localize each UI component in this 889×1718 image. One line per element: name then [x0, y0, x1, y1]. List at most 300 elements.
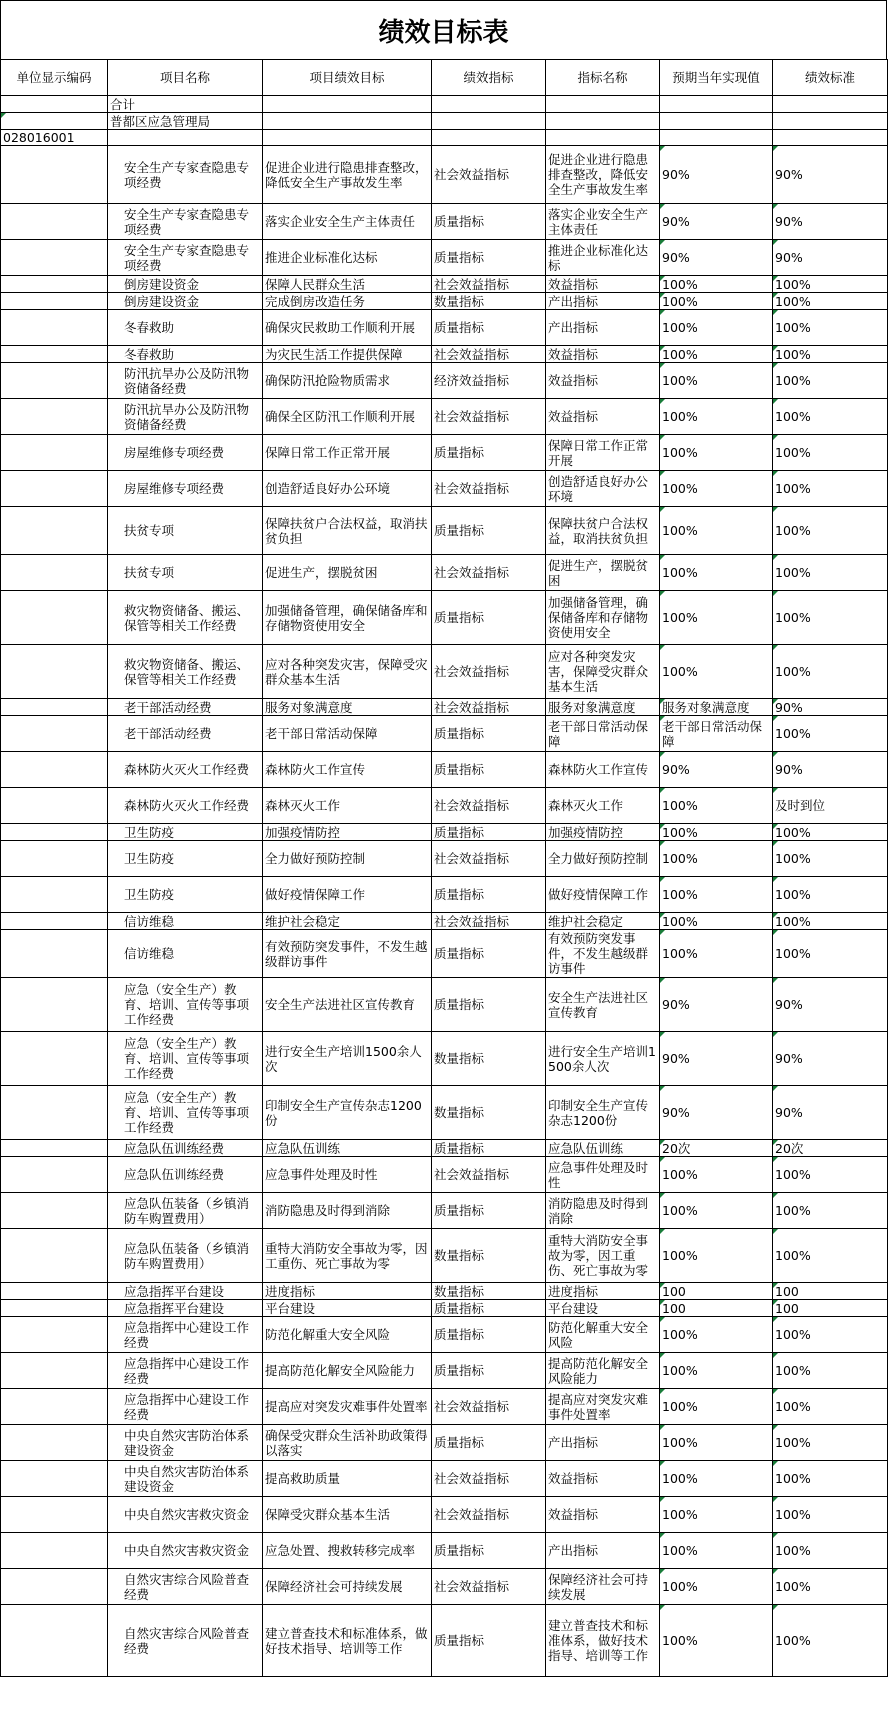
table-row	[1, 1533, 888, 1569]
indicator-type: 数量指标	[432, 1229, 546, 1283]
performance-standard: 90%	[773, 1086, 888, 1140]
table-row	[1, 293, 888, 310]
indicator-type: 社会效益指标	[432, 788, 546, 824]
indicator-type: 社会效益指标	[432, 699, 546, 716]
performance-standard: 90%	[773, 1032, 888, 1086]
indicator-type: 质量指标	[432, 310, 546, 346]
table-row	[1, 363, 888, 399]
project-goal: 提高救助质量	[263, 1461, 432, 1497]
indicator-type: 质量指标	[432, 435, 546, 471]
unit-code-cell	[1, 699, 108, 716]
indicator-type: 社会效益指标	[432, 555, 546, 591]
project-goal: 确保受灾群众生活补助政策得以落实	[263, 1425, 432, 1461]
unit-code-cell	[1, 716, 108, 752]
project-goal: 有效预防突发事件，不发生越级群访事件	[263, 930, 432, 978]
metric-name: 促进企业进行隐患排查整改，降低安全生产事故发生率	[546, 146, 660, 204]
header-row	[1, 60, 888, 96]
project-goal: 森林灭火工作	[263, 788, 432, 824]
unit-code-cell	[1, 346, 108, 363]
metric-name: 服务对象满意度	[546, 699, 660, 716]
metric-name: 安全生产法进社区宣传教育	[546, 978, 660, 1032]
expected-value: 90%	[660, 146, 773, 204]
project-goal: 服务对象满意度	[263, 699, 432, 716]
project-goal: 建立普查技术和标准体系，做好技术指导、培训等工作	[263, 1605, 432, 1677]
metric-name: 重特大消防安全事故为零，因工重伤、死亡事故为零	[546, 1229, 660, 1283]
metric-name: 效益指标	[546, 399, 660, 435]
unit-code-cell	[1, 1389, 108, 1425]
metric-name: 提高防范化解安全风险能力	[546, 1353, 660, 1389]
table-row	[1, 471, 888, 507]
unit-code-cell	[1, 1229, 108, 1283]
project-name: 扶贫专项	[108, 555, 263, 591]
unit-code-cell	[1, 1086, 108, 1140]
unit-code-cell	[1, 204, 108, 240]
metric-name: 效益指标	[546, 1461, 660, 1497]
project-goal: 印制安全生产宣传杂志1200份	[263, 1086, 432, 1140]
unit-code-cell	[1, 240, 108, 276]
expected-value: 100%	[660, 1425, 773, 1461]
expected-value: 100%	[660, 824, 773, 841]
table-row	[1, 1140, 888, 1157]
project-name: 冬春救助	[108, 346, 263, 363]
header-indicator: 绩效指标	[432, 60, 546, 96]
unit-code-cell	[1, 1283, 108, 1300]
table-row	[1, 310, 888, 346]
indicator-type: 质量指标	[432, 1140, 546, 1157]
unit-code-cell	[1, 1317, 108, 1353]
metric-name: 老干部日常活动保障	[546, 716, 660, 752]
unit-code-cell	[1, 435, 108, 471]
project-goal: 应急事件处理及时性	[263, 1157, 432, 1193]
indicator-type: 质量指标	[432, 978, 546, 1032]
performance-standard: 100%	[773, 1229, 888, 1283]
table-row	[1, 1193, 888, 1229]
project-name: 自然灾害综合风险普查经费	[108, 1605, 263, 1677]
performance-standard: 100%	[773, 310, 888, 346]
expected-value: 服务对象满意度	[660, 699, 773, 716]
project-goal: 平台建设	[263, 1300, 432, 1317]
unit-code-cell	[1, 1193, 108, 1229]
project-name: 救灾物资储备、搬运、保管等相关工作经费	[108, 645, 263, 699]
expected-value: 100%	[660, 1317, 773, 1353]
indicator-type: 质量指标	[432, 752, 546, 788]
table-row	[1, 1086, 888, 1140]
unit-code-cell	[1, 1605, 108, 1677]
performance-standard: 100%	[773, 435, 888, 471]
project-goal: 森林防火工作宣传	[263, 752, 432, 788]
unit-code-cell	[1, 1353, 108, 1389]
project-goal: 促进生产，摆脱贫困	[263, 555, 432, 591]
table-row	[1, 1425, 888, 1461]
project-name: 应急指挥平台建设	[108, 1300, 263, 1317]
project-name: 救灾物资储备、搬运、保管等相关工作经费	[108, 591, 263, 645]
indicator-type: 社会效益指标	[432, 1389, 546, 1425]
metric-name: 平台建设	[546, 1300, 660, 1317]
project-goal: 做好疫情保障工作	[263, 877, 432, 913]
expected-value: 100%	[660, 788, 773, 824]
indicator-type: 社会效益指标	[432, 399, 546, 435]
project-goal: 应对各种突发灾害，保障受灾群众基本生活	[263, 645, 432, 699]
project-name: 卫生防疫	[108, 841, 263, 877]
project-name: 自然灾害综合风险普查经费	[108, 1569, 263, 1605]
metric-name: 印制安全生产宣传杂志1200份	[546, 1086, 660, 1140]
indicator-type: 质量指标	[432, 1533, 546, 1569]
performance-standard: 90%	[773, 204, 888, 240]
indicator-type: 社会效益指标	[432, 1497, 546, 1533]
metric-name: 全力做好预防控制	[546, 841, 660, 877]
metric-name: 有效预防突发事件，不发生越级群访事件	[546, 930, 660, 978]
metric-name: 保障日常工作正常开展	[546, 435, 660, 471]
table-row	[1, 699, 888, 716]
table-row	[1, 1389, 888, 1425]
unit-code-cell	[1, 1157, 108, 1193]
project-name: 森林防火灭火工作经费	[108, 788, 263, 824]
expected-value: 100%	[660, 1353, 773, 1389]
expected-value: 100%	[660, 507, 773, 555]
performance-standard: 100%	[773, 276, 888, 293]
unit-code-cell	[1, 877, 108, 913]
project-goal: 全力做好预防控制	[263, 841, 432, 877]
indicator-type: 质量指标	[432, 1193, 546, 1229]
unit-code-cell	[1, 1533, 108, 1569]
table-row	[1, 1317, 888, 1353]
performance-standard: 90%	[773, 699, 888, 716]
project-name: 防汛抗旱办公及防汛物资储备经费	[108, 363, 263, 399]
indicator-type: 质量指标	[432, 930, 546, 978]
project-name: 卫生防疫	[108, 824, 263, 841]
performance-standard: 90%	[773, 146, 888, 204]
unit-code-cell	[1, 276, 108, 293]
indicator-type: 社会效益指标	[432, 841, 546, 877]
project-goal: 提高应对突发灾难事件处置率	[263, 1389, 432, 1425]
unit-code-cell	[1, 146, 108, 204]
unit-code-cell	[1, 471, 108, 507]
project-name: 应急指挥平台建设	[108, 1283, 263, 1300]
table-row	[1, 645, 888, 699]
expected-value: 100%	[660, 346, 773, 363]
performance-standard: 100	[773, 1283, 888, 1300]
project-goal: 确保灾民救助工作顺利开展	[263, 310, 432, 346]
metric-name: 效益指标	[546, 363, 660, 399]
unit-code-cell	[1, 752, 108, 788]
indicator-type: 质量指标	[432, 507, 546, 555]
performance-standard: 100%	[773, 913, 888, 930]
table-row	[1, 1032, 888, 1086]
project-goal: 为灾民生活工作提供保障	[263, 346, 432, 363]
indicator-type: 质量指标	[432, 1317, 546, 1353]
expected-value: 100%	[660, 877, 773, 913]
project-goal: 应急处置、搜救转移完成率	[263, 1533, 432, 1569]
metric-name: 落实企业安全生产主体责任	[546, 204, 660, 240]
expected-value: 100%	[660, 471, 773, 507]
performance-standard: 100%	[773, 841, 888, 877]
header-project-name: 项目名称	[108, 60, 263, 96]
performance-standard: 100%	[773, 1353, 888, 1389]
project-goal: 进行安全生产培训1500余人次	[263, 1032, 432, 1086]
metric-name: 进行安全生产培训1500余人次	[546, 1032, 660, 1086]
performance-standard: 100%	[773, 1605, 888, 1677]
project-name: 安全生产专家查隐患专项经费	[108, 240, 263, 276]
project-goal: 加强疫情防控	[263, 824, 432, 841]
project-name: 森林防火灭火工作经费	[108, 752, 263, 788]
unit-code-cell	[1, 399, 108, 435]
metric-name: 应急队伍训练	[546, 1140, 660, 1157]
project-name: 安全生产专家查隐患专项经费	[108, 204, 263, 240]
indicator-type: 质量指标	[432, 1353, 546, 1389]
table-row	[1, 146, 888, 204]
sheet-title: 绩效目标表	[0, 0, 887, 60]
expected-value: 100%	[660, 1461, 773, 1497]
indicator-type: 数量指标	[432, 1086, 546, 1140]
performance-standard: 100%	[773, 645, 888, 699]
project-goal: 创造舒适良好办公环境	[263, 471, 432, 507]
expected-value: 90%	[660, 204, 773, 240]
expected-value: 100%	[660, 310, 773, 346]
expected-value: 20次	[660, 1140, 773, 1157]
expected-value: 100%	[660, 913, 773, 930]
performance-standard: 100%	[773, 346, 888, 363]
indicator-type: 社会效益指标	[432, 1157, 546, 1193]
header-expected-value: 预期当年实现值	[660, 60, 773, 96]
performance-standard: 100%	[773, 363, 888, 399]
metric-name: 消防隐患及时得到消除	[546, 1193, 660, 1229]
unit-code-cell	[1, 1569, 108, 1605]
expected-value: 100%	[660, 1389, 773, 1425]
table-row	[1, 1605, 888, 1677]
table-row	[1, 978, 888, 1032]
project-name: 应急指挥中心建设工作经费	[108, 1389, 263, 1425]
metric-name: 保障经济社会可持续发展	[546, 1569, 660, 1605]
project-name: 冬春救助	[108, 310, 263, 346]
metric-name: 应对各种突发灾害，保障受灾群众基本生活	[546, 645, 660, 699]
project-name: 应急（安全生产）教育、培训、宣传等事项工作经费	[108, 1086, 263, 1140]
project-goal: 保障经济社会可持续发展	[263, 1569, 432, 1605]
header-standard: 绩效标准	[773, 60, 888, 96]
performance-standard: 100%	[773, 1193, 888, 1229]
metric-name: 产出指标	[546, 310, 660, 346]
indicator-type: 社会效益指标	[432, 1569, 546, 1605]
expected-value: 100%	[660, 1229, 773, 1283]
indicator-type: 质量指标	[432, 240, 546, 276]
expected-value: 100%	[660, 1157, 773, 1193]
total-row	[1, 96, 888, 113]
expected-value: 100%	[660, 1193, 773, 1229]
performance-standard: 100%	[773, 591, 888, 645]
unit-code-cell	[1, 113, 108, 130]
indicator-type: 数量指标	[432, 1032, 546, 1086]
metric-name: 效益指标	[546, 276, 660, 293]
metric-name: 应急事件处理及时性	[546, 1157, 660, 1193]
table-row	[1, 1157, 888, 1193]
performance-standard: 100%	[773, 716, 888, 752]
indicator-type: 社会效益指标	[432, 276, 546, 293]
project-name: 应急队伍训练经费	[108, 1157, 263, 1193]
performance-standard: 100%	[773, 930, 888, 978]
metric-name: 产出指标	[546, 293, 660, 310]
performance-standard: 100%	[773, 507, 888, 555]
indicator-type: 社会效益指标	[432, 913, 546, 930]
performance-standard: 及时到位	[773, 788, 888, 824]
table-row	[1, 346, 888, 363]
performance-standard: 20次	[773, 1140, 888, 1157]
project-goal: 维护社会稳定	[263, 913, 432, 930]
table-row	[1, 752, 888, 788]
table-row	[1, 507, 888, 555]
total-label: 合计	[108, 96, 263, 113]
metric-name: 保障扶贫户合法权益，取消扶贫负担	[546, 507, 660, 555]
performance-standard: 100%	[773, 471, 888, 507]
project-name: 信访维稳	[108, 913, 263, 930]
metric-name: 森林灭火工作	[546, 788, 660, 824]
table-row	[1, 1229, 888, 1283]
table-row	[1, 877, 888, 913]
expected-value: 100%	[660, 363, 773, 399]
unit-code-cell	[1, 1497, 108, 1533]
table-row	[1, 276, 888, 293]
project-goal: 确保防汛抢险物质需求	[263, 363, 432, 399]
table-row	[1, 399, 888, 435]
performance-standard: 100%	[773, 1461, 888, 1497]
unit-code-row	[1, 130, 888, 146]
header-project-goal: 项目绩效目标	[263, 60, 432, 96]
project-name: 中央自然灾害救灾资金	[108, 1533, 263, 1569]
total-code-cell	[1, 96, 108, 113]
project-name: 房屋维修专项经费	[108, 435, 263, 471]
indicator-type: 社会效益指标	[432, 645, 546, 699]
unit-row	[1, 113, 888, 130]
project-name: 中央自然灾害防治体系建设资金	[108, 1461, 263, 1497]
project-goal: 落实企业安全生产主体责任	[263, 204, 432, 240]
project-goal: 老干部日常活动保障	[263, 716, 432, 752]
indicator-type: 数量指标	[432, 293, 546, 310]
expected-value: 100%	[660, 645, 773, 699]
unit-code-cell	[1, 978, 108, 1032]
table-row	[1, 930, 888, 978]
unit-code: 028016001	[1, 130, 108, 146]
unit-code-cell	[1, 310, 108, 346]
unit-code-cell	[1, 293, 108, 310]
metric-name: 森林防火工作宣传	[546, 752, 660, 788]
project-goal: 安全生产法进社区宣传教育	[263, 978, 432, 1032]
performance-standard: 100%	[773, 1497, 888, 1533]
project-goal: 消防隐患及时得到消除	[263, 1193, 432, 1229]
project-name: 防汛抗旱办公及防汛物资储备经费	[108, 399, 263, 435]
indicator-type: 社会效益指标	[432, 346, 546, 363]
expected-value: 老干部日常活动保障	[660, 716, 773, 752]
expected-value: 100%	[660, 591, 773, 645]
unit-code-cell	[1, 930, 108, 978]
table-row	[1, 913, 888, 930]
unit-code-cell	[1, 913, 108, 930]
expected-value: 100	[660, 1300, 773, 1317]
project-goal: 保障受灾群众基本生活	[263, 1497, 432, 1533]
project-goal: 加强储备管理，确保储备库和存储物资使用安全	[263, 591, 432, 645]
project-name: 倒房建设资金	[108, 293, 263, 310]
expected-value: 90%	[660, 978, 773, 1032]
metric-name: 维护社会稳定	[546, 913, 660, 930]
table-row	[1, 1569, 888, 1605]
unit-code-cell	[1, 1032, 108, 1086]
project-goal: 应急队伍训练	[263, 1140, 432, 1157]
expected-value: 100%	[660, 1497, 773, 1533]
unit-code-cell	[1, 555, 108, 591]
expected-value: 90%	[660, 1086, 773, 1140]
indicator-type: 质量指标	[432, 204, 546, 240]
table-row	[1, 1353, 888, 1389]
expected-value: 100%	[660, 841, 773, 877]
project-name: 安全生产专家查隐患专项经费	[108, 146, 263, 204]
unit-name: 普都区应急管理局	[108, 113, 263, 130]
table-row	[1, 841, 888, 877]
performance-standard: 90%	[773, 240, 888, 276]
project-goal: 保障日常工作正常开展	[263, 435, 432, 471]
indicator-type: 数量指标	[432, 1283, 546, 1300]
project-name: 房屋维修专项经费	[108, 471, 263, 507]
performance-standard: 100%	[773, 555, 888, 591]
project-goal: 防范化解重大安全风险	[263, 1317, 432, 1353]
project-goal: 保障扶贫户合法权益，取消扶贫负担	[263, 507, 432, 555]
metric-name: 提高应对突发灾难事件处置率	[546, 1389, 660, 1425]
project-name: 应急指挥中心建设工作经费	[108, 1353, 263, 1389]
project-name: 卫生防疫	[108, 877, 263, 913]
project-goal: 完成倒房改造任务	[263, 293, 432, 310]
table-row	[1, 555, 888, 591]
metric-name: 加强储备管理，确保储备库和存储物资使用安全	[546, 591, 660, 645]
header-unit-code: 单位显示编码	[1, 60, 108, 96]
indicator-type: 质量指标	[432, 877, 546, 913]
expected-value: 90%	[660, 1032, 773, 1086]
table-row	[1, 824, 888, 841]
table-row	[1, 716, 888, 752]
project-name: 老干部活动经费	[108, 699, 263, 716]
unit-code-cell	[1, 363, 108, 399]
unit-code-cell	[1, 1425, 108, 1461]
performance-standard: 100%	[773, 824, 888, 841]
indicator-type: 社会效益指标	[432, 471, 546, 507]
performance-standard: 100%	[773, 1317, 888, 1353]
performance-standard: 100	[773, 1300, 888, 1317]
indicator-type: 质量指标	[432, 1425, 546, 1461]
metric-name: 防范化解重大安全风险	[546, 1317, 660, 1353]
metric-name: 产出指标	[546, 1533, 660, 1569]
project-goal: 确保全区防汛工作顺利开展	[263, 399, 432, 435]
table-row	[1, 240, 888, 276]
project-name: 扶贫专项	[108, 507, 263, 555]
table-row	[1, 1497, 888, 1533]
metric-name: 建立普查技术和标准体系，做好技术指导、培训等工作	[546, 1605, 660, 1677]
table-row	[1, 1283, 888, 1300]
metric-name: 推进企业标准化达标	[546, 240, 660, 276]
table-row	[1, 1300, 888, 1317]
metric-name: 进度指标	[546, 1283, 660, 1300]
unit-code-cell	[1, 824, 108, 841]
unit-code-cell	[1, 788, 108, 824]
expected-value: 100%	[660, 1533, 773, 1569]
expected-value: 100%	[660, 435, 773, 471]
metric-name: 创造舒适良好办公环境	[546, 471, 660, 507]
project-name: 应急（安全生产）教育、培训、宣传等事项工作经费	[108, 1032, 263, 1086]
indicator-type: 质量指标	[432, 824, 546, 841]
project-goal: 促进企业进行隐患排查整改，降低安全生产事故发生率	[263, 146, 432, 204]
expected-value: 100%	[660, 276, 773, 293]
project-goal: 推进企业标准化达标	[263, 240, 432, 276]
expected-value: 100%	[660, 1605, 773, 1677]
performance-standard: 90%	[773, 752, 888, 788]
project-goal: 提高防范化解安全风险能力	[263, 1353, 432, 1389]
unit-code-cell	[1, 1461, 108, 1497]
project-name: 应急队伍装备（乡镇消防车购置费用）	[108, 1193, 263, 1229]
expected-value: 90%	[660, 240, 773, 276]
